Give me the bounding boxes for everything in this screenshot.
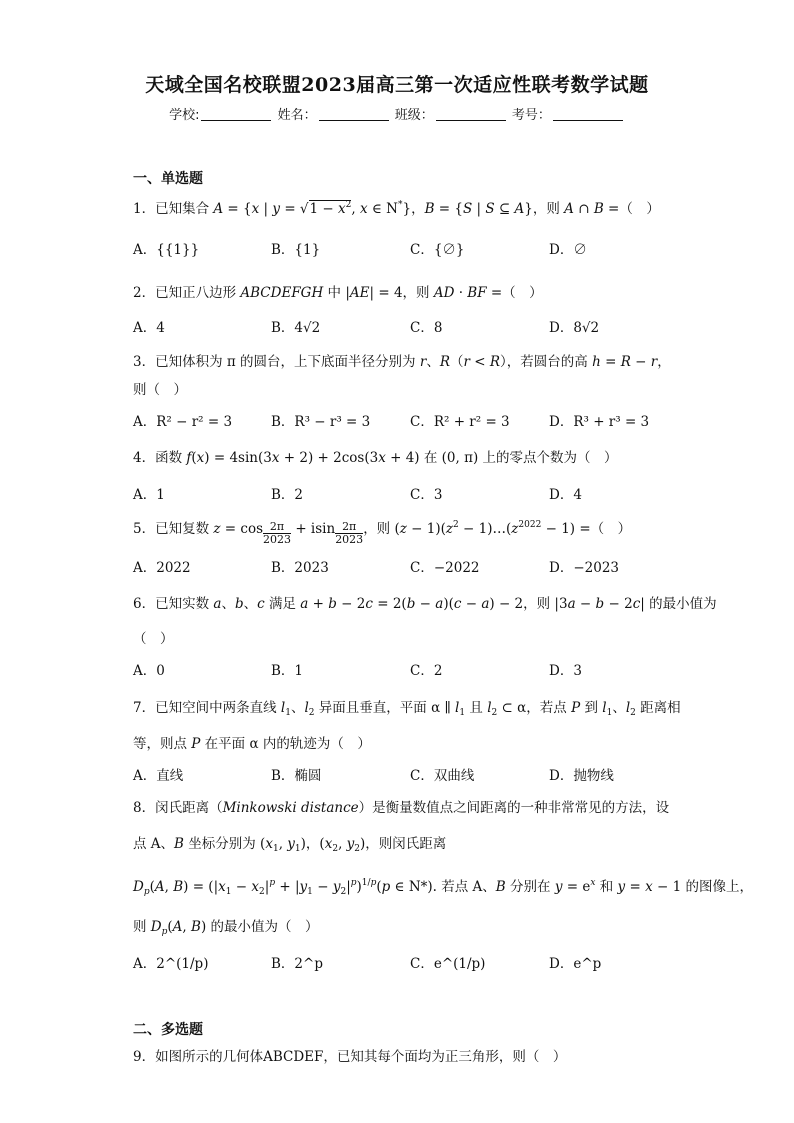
section-single-choice: 一、单选题 [133,171,203,187]
option-d[interactable]: D．3 [549,663,582,679]
option-a[interactable]: A．4 [133,320,165,336]
question-8-line-1: 8．闵氏距离（Minkowski distance）是衡量数值点之间距离的一种非常常见的方法，设 [133,800,670,816]
option-b[interactable]: B．R³ − r³ = 3 [271,414,371,430]
question-7-line-1: 7．已知空间中两条直线 $l_1$、$l_2$ 异面且垂直，平面 α ∥ $l_1$ 且 $l_2$ ⊂ α，若点 P 到 $l_1$、$l_2$ 距离相 [133,700,681,718]
name-label: 姓名： [277,108,317,123]
option-b[interactable]: B．1 [271,663,304,679]
option-a[interactable]: A．1 [133,487,165,503]
question-5: 5．已知复数 z = cos $\frac{2\pi}{2023}$ + isin $\frac{2\pi}{2023}$ ，则 $(z - 1)(z^2$ − $1)\dots(z^{2022} - 1)$ =（ ） [133,520,632,546]
option-d[interactable]: D．抛物线 [549,768,614,784]
option-a[interactable]: A．{{1}} [133,242,200,258]
option-c[interactable]: C．−2022 [410,560,480,576]
option-c[interactable]: C．e^(1/p) [410,956,486,972]
option-d[interactable]: D．e^p [549,956,602,972]
question-6-line-2: （ ） [133,631,174,647]
option-c[interactable]: C．双曲线 [410,768,475,784]
question-9: 9．如图所示的几何体ABCDEF，已知其每个面均为正三角形，则（ ） [133,1049,567,1065]
option-b[interactable]: B．{1} [271,242,321,258]
option-c[interactable]: C．8 [410,320,443,336]
question-7-options [133,764,693,784]
number-blank[interactable] [553,108,623,121]
question-3-line-1: 3．已知体积为 π 的圆台，上下底面半径分别为 r、R（r < R），若圆台的高 h = R − r， [133,354,671,370]
option-d[interactable]: D．∅ [549,242,587,258]
class-label: 班级： [394,108,434,123]
option-c[interactable]: C．{∅} [410,242,465,258]
question-3-line-2: 则（ ） [133,382,187,398]
number-label: 考号： [511,108,551,123]
option-d[interactable]: D．R³ + r³ = 3 [549,414,650,430]
question-2-options [133,316,693,336]
option-a[interactable]: A．2022 [133,560,191,576]
option-b[interactable]: B．2023 [271,560,329,576]
question-8-line-3: $D_p(A$, $B) = (|x_1 - x_2|^p + |y_1 - y_2|^p)^{1/p}(p$ ∈ N*). 若点 A、B 分别在 $y = e^x$ 和 y = x − 1 的图像上， [133,878,753,897]
option-a[interactable]: A．2^(1/p) [133,956,209,972]
option-c[interactable]: C．3 [410,487,443,503]
question-4: 4．函数 f(x) = 4sin(3x + 2) + 2cos(3x + 4) 在 (0, π) 上的零点个数为（ ） [133,450,618,466]
question-8-line-2: 点 A、B 坐标分别为 ($x_1$, $y_1$)，($x_2$, $y_2$)，则闵氏距离 [133,836,447,854]
option-b[interactable]: B．2 [271,487,304,503]
student-info-line [0,104,794,123]
option-b[interactable]: B．2^p [271,956,323,972]
question-8-options [133,952,693,972]
question-2: 2．已知正八边形 ABCDEFGH 中 |AE| = 4，则 AD · BF =（ ） [133,285,543,301]
school-blank[interactable] [201,108,271,121]
question-6-options [133,659,693,679]
option-d[interactable]: D．−2023 [549,560,619,576]
school-label: 学校: [169,108,200,123]
question-8-line-4: 则 $D_p(A$, B) 的最小值为（ ） [133,919,319,937]
question-1: 1．已知集合 A = {x | $y = √1 - x^2$, x ∈ N*}，B = {S | S ⊆ A}，则 A ∩ B =（ ） [133,200,660,217]
class-blank[interactable] [436,108,506,121]
question-4-options [133,483,693,503]
option-a[interactable]: A．直线 [133,768,184,784]
option-d[interactable]: D．8√2 [549,320,600,336]
question-6-line-1: 6．已知实数 a、b、c 满足 a + b − 2c = 2(b − a)(c − a) − 2，则 |3a − b − 2c| 的最小值为 [133,596,717,612]
question-7-line-2: 等，则点 P 在平面 α 内的轨迹为（ ） [133,736,371,752]
option-a[interactable]: A．0 [133,663,165,679]
page-title: 天域全国名校联盟2023届高三第一次适应性联考数学试题 [145,74,649,96]
name-blank[interactable] [319,108,389,121]
question-5-options [133,556,693,576]
option-d[interactable]: D．4 [549,487,582,503]
section-multiple-choice: 二、多选题 [133,1022,203,1038]
option-a[interactable]: A．R² − r² = 3 [133,414,233,430]
option-c[interactable]: C．2 [410,663,443,679]
question-1-options [133,238,693,258]
option-b[interactable]: B．椭圆 [271,768,322,784]
question-3-options [133,410,693,430]
option-c[interactable]: C．R² + r² = 3 [410,414,510,430]
option-b[interactable]: B．4√2 [271,320,321,336]
